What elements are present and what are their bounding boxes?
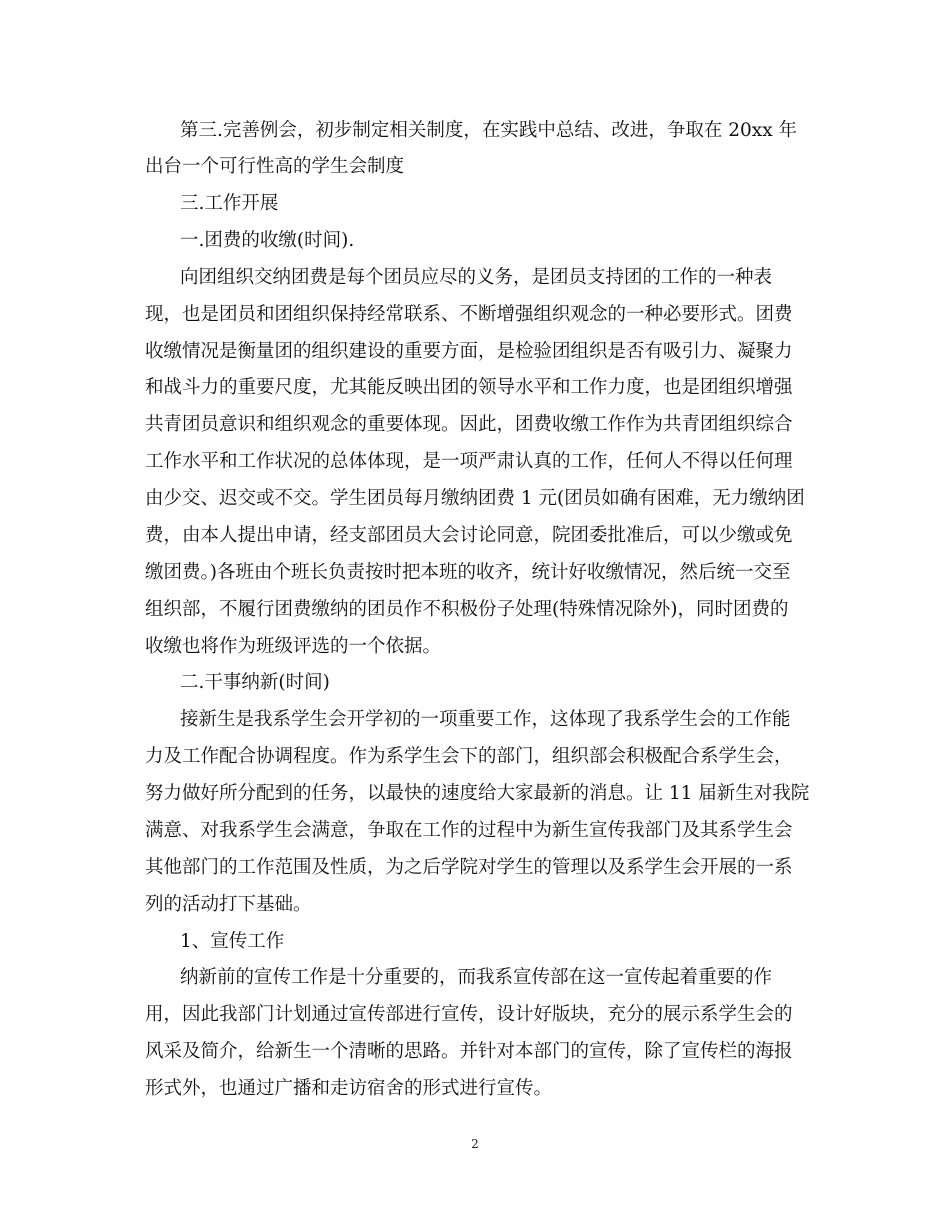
text-line: 第三.完善例会，初步制定相关制度，在实践中总结、改进，争取在 20xx 年	[180, 120, 798, 141]
text-line: 由少交、迟交或不交。学生团员每月缴纳团费 1 元(团员如确有困难，无力缴纳团	[145, 488, 805, 509]
text-line: 用，因此我部门计划通过宣传部进行宣传，设计好版块，充分的展示系学生会的	[145, 1004, 793, 1025]
subsection-heading: 一.团费的收缴(时间).	[180, 230, 355, 251]
text-line: 工作水平和工作状况的总体体现，是一项严肃认真的工作，任何人不得以任何理	[145, 451, 793, 472]
text-line: 风采及简介，给新生一个清晰的思路。并针对本部门的宣传，除了宣传栏的海报	[145, 1041, 793, 1062]
text-line: 出台一个可行性高的学生会制度	[145, 156, 405, 177]
text-line: 列的活动打下基础。	[145, 894, 312, 915]
text-line: 缴团费。)各班由个班长负责按时把本班的收齐，统计好收缴情况，然后统一交至	[145, 562, 791, 583]
page-number: 2	[471, 1137, 479, 1151]
text-line: 收缴情况是衡量团的组织建设的重要方面，是检验团组织是否有吸引力、凝聚力	[145, 341, 793, 362]
text-line: 其他部门的工作范围及性质，为之后学院对学生的管理以及系学生会开展的一系	[145, 857, 793, 878]
text-line: 纳新前的宣传工作是十分重要的，而我系宣传部在这一宣传起着重要的作	[180, 967, 773, 988]
text-line: 满意、对我系学生会满意，争取在工作的过程中为新生宣传我部门及其系学生会	[145, 820, 793, 841]
text-line: 向团组织交纳团费是每个团员应尽的义务，是团员支持团的工作的一种表	[180, 267, 773, 288]
text-line: 组织部，不履行团费缴纳的团员作不积极份子处理(特殊情况除外)，同时团费的	[145, 599, 789, 620]
text-line: 费，由本人提出申请，经支部团员大会讨论同意，院团委批准后，可以少缴或免	[145, 525, 793, 546]
section-heading: 三.工作开展	[180, 193, 279, 214]
text-line: 共青团员意识和组织观念的重要体现。因此，团费收缴工作作为共青团组织综合	[145, 414, 793, 435]
text-line: 形式外，也通过广播和走访宿舍的形式进行宣传。	[145, 1078, 553, 1099]
subsection-heading: 二.干事纳新(时间)	[180, 672, 330, 693]
text-line: 现，也是团员和团组织保持经常联系、不断增强组织观念的一种必要形式。团费	[145, 304, 793, 325]
text-line: 努力做好所分配到的任务，以最快的速度给大家最新的消息。让 11 届新生对我院	[145, 783, 810, 804]
text-line: 和战斗力的重要尺度，尤其能反映出团的领导水平和工作力度，也是团组织增强	[145, 377, 793, 398]
text-line: 接新生是我系学生会开学初的一项重要工作，这体现了我系学生会的工作能	[180, 709, 791, 730]
subsection-heading: 1、宣传工作	[180, 931, 285, 952]
text-line: 收缴也将作为班级评选的一个依据。	[145, 636, 442, 657]
text-line: 力及工作配合协调程度。作为系学生会下的部门，组织部会积极配合系学生会，	[145, 746, 793, 767]
